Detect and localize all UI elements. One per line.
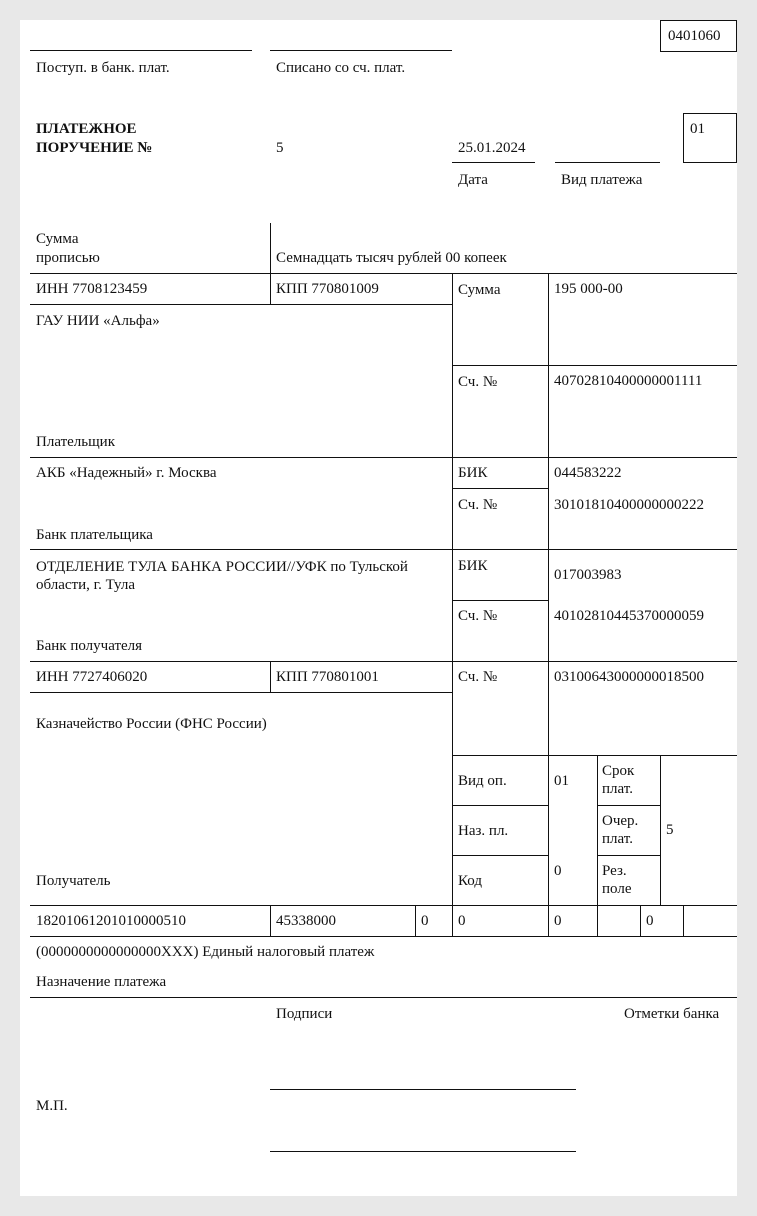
priority-label: Очер. плат. — [602, 813, 639, 847]
vline-service-labels — [597, 755, 598, 936]
payer-sum-value: 195 000-00 — [554, 281, 623, 297]
payee-bank-account: 40102810445370000059 — [554, 608, 704, 624]
line-op-type-bottom — [452, 805, 548, 806]
payee-account-label: Сч. № — [458, 669, 498, 685]
payee-bank-name: ОТДЕЛЕНИЕ ТУЛА БАНКА РОССИИ//УФК по Тульской области, г. Тула — [36, 559, 408, 593]
sum-words-value: Семнадцать тысяч рублей 00 копеек — [276, 250, 507, 266]
vline-budget-oktmo — [270, 905, 271, 936]
payer-inn: ИНН 7708123459 — [36, 281, 148, 297]
line-payer-inn-bottom — [30, 304, 452, 305]
title-line2: ПОРУЧЕНИЕ № — [36, 140, 153, 156]
signature-line-1 — [270, 1089, 576, 1090]
title-line1: ПЛАТЕЖНОЕ — [36, 121, 137, 137]
payment-order-form — [20, 20, 737, 1196]
line-purpose-code-bottom — [452, 855, 548, 856]
payment-type-label: Вид платежа — [561, 172, 643, 188]
sum-words-label-1: Сумма — [36, 231, 79, 247]
payee-kpp: КПП 770801001 — [276, 669, 379, 685]
payer-bank-bik-label: БИК — [458, 465, 488, 481]
sum-words-divider — [270, 223, 271, 273]
payee-bank-label: Банк получателя — [36, 638, 143, 654]
sum-words-label-2: прописью — [36, 250, 100, 266]
budget-kbk: 18201061201010000510 — [36, 913, 186, 929]
budget-oktmo: 45338000 — [276, 913, 336, 929]
line-budget-bottom — [30, 936, 737, 937]
vline-value-column — [548, 273, 549, 936]
payee-inn: ИНН 7727406020 — [36, 669, 148, 685]
payee-account: 03100643000000018500 — [554, 669, 704, 685]
line-payer-sum-bottom — [452, 365, 737, 366]
code-value: 0 — [554, 863, 562, 879]
op-type-label: Вид оп. — [458, 773, 507, 789]
budget-basis: 0 — [421, 913, 429, 929]
line-payee-account-bottom — [452, 755, 737, 756]
due-label: Срок плат. — [602, 763, 635, 797]
debited-label: Списано со сч. плат. — [276, 60, 406, 76]
purpose-text: (0000000000000000XXX) Единый налоговый платеж — [36, 944, 375, 960]
payer-bank-name: АКБ «Надежный» г. Москва — [36, 465, 217, 481]
payer-account: 40702810400000001111 — [554, 373, 703, 389]
stamp-label: М.П. — [36, 1098, 68, 1114]
line-payer-bottom — [30, 457, 737, 458]
payee-name: Казначейство России (ФНС России) — [36, 716, 267, 732]
form-code: 0401060 — [668, 28, 721, 44]
payer-label: Плательщик — [36, 434, 115, 450]
line-payer-bank-bottom — [30, 549, 737, 550]
payer-bank-bik: 044583222 — [554, 465, 622, 481]
line-purpose-bottom — [30, 997, 737, 998]
purpose-code-label: Наз. пл. — [458, 823, 509, 839]
debited-date-line — [270, 50, 452, 51]
vline-payer-kpp — [270, 273, 271, 304]
line-payee-bank-bottom — [30, 661, 737, 662]
payer-kpp: КПП 770801009 — [276, 281, 379, 297]
line-payer-bank-bik-bottom — [452, 488, 548, 489]
order-number: 5 — [276, 140, 284, 156]
line-payee-bottom — [30, 905, 737, 906]
op-type-value: 01 — [554, 773, 569, 789]
payer-sum-label: Сумма — [458, 282, 501, 298]
budget-doc-date: 0 — [646, 913, 654, 929]
vline-main-right — [452, 273, 453, 936]
purpose-label: Назначение платежа — [36, 974, 167, 990]
payee-bank-account-label: Сч. № — [458, 608, 498, 624]
code-label: Код — [458, 873, 482, 889]
payer-name: ГАУ НИИ «Альфа» — [36, 313, 160, 329]
payment-type-line — [555, 162, 660, 163]
payee-bank-bik: 017003983 — [554, 567, 622, 583]
vline-budget-status — [683, 905, 684, 936]
line-payee-bank-bik-bottom — [452, 600, 548, 601]
date-line — [452, 162, 535, 163]
budget-doc-number: 0 — [554, 913, 562, 929]
vline-budget-doc-date — [640, 905, 641, 936]
payer-bank-account: 30101810400000000222 — [554, 497, 704, 513]
vline-payee-kpp — [270, 661, 271, 692]
payee-bank-bik-label: БИК — [458, 558, 488, 574]
received-date-line — [30, 50, 252, 51]
payer-bank-label: Банк плательщика — [36, 527, 153, 543]
payer-account-label: Сч. № — [458, 374, 498, 390]
vline-budget-basis — [415, 905, 416, 936]
signature-line-2 — [270, 1151, 576, 1152]
date-label: Дата — [458, 172, 488, 188]
budget-period: 0 — [458, 913, 466, 929]
priority-value: 5 — [666, 822, 674, 838]
line-priority-bottom — [597, 855, 660, 856]
vline-service-values — [660, 755, 661, 905]
payer-bank-account-label: Сч. № — [458, 497, 498, 513]
received-label: Поступ. в банк. плат. — [36, 60, 170, 76]
reserve-label: Рез. поле — [602, 863, 632, 897]
status-code: 01 — [690, 121, 705, 137]
signatures-label: Подписи — [276, 1006, 333, 1022]
line-payee-inn-bottom — [30, 692, 452, 693]
order-date: 25.01.2024 — [458, 140, 526, 156]
bank-marks-label: Отметки банка — [624, 1006, 720, 1022]
payee-label: Получатель — [36, 873, 111, 889]
line-payer-top — [30, 273, 737, 274]
line-due-bottom — [597, 805, 660, 806]
